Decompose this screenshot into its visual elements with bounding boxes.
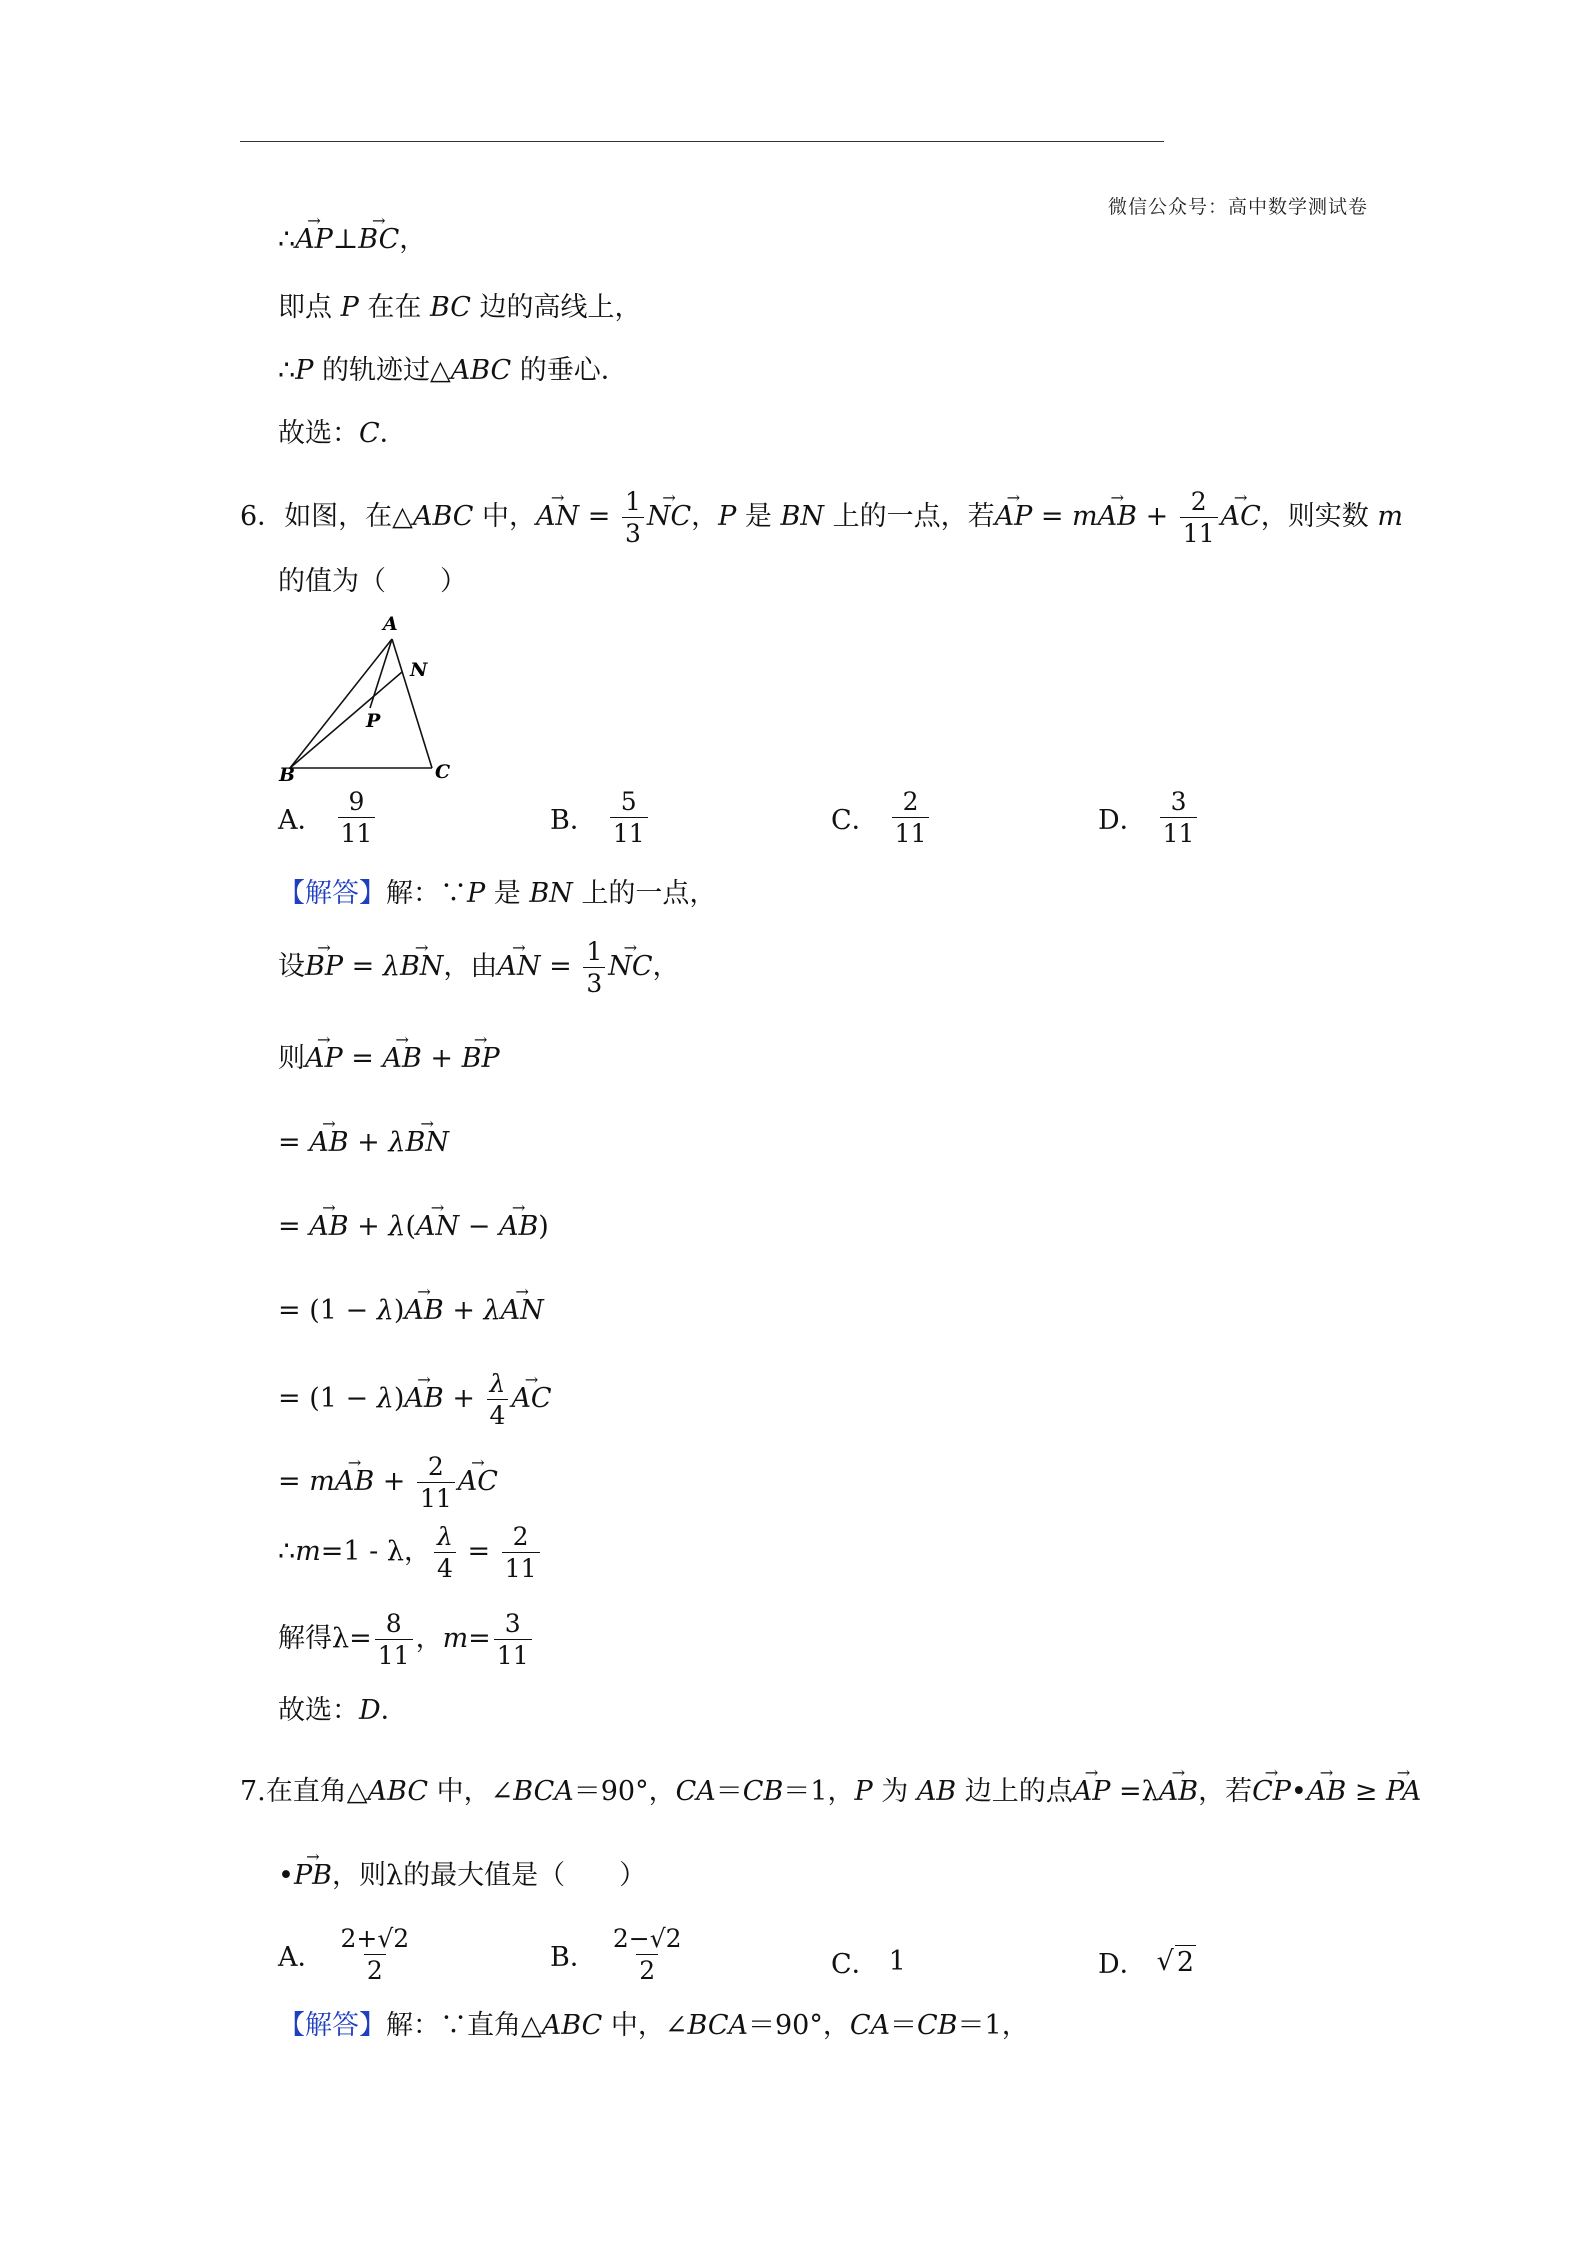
triangle-figure bbox=[270, 608, 480, 783]
header-rule bbox=[240, 141, 1164, 142]
sol7-line-1: 【解答】解：∵直角△ABC 中，∠BCA＝90°，CA＝CB＝1， bbox=[278, 2010, 1029, 2041]
q6-option-d[interactable]: D． $\frac{3}{11}$ bbox=[1098, 788, 1200, 847]
q6-fraction-2: $\frac{2}{11}$ bbox=[1180, 488, 1218, 547]
sol6-line-7: = (1 − λ)→ AB + $\frac{\lambda}{4}$ → AC bbox=[278, 1370, 552, 1429]
q6-stem: 6．如图，在△ABC 中，→ AN = $\frac{1}{3}$ → NC，P 是 BN 上的一点，若→ AP = m→ AB + $\frac{2}{11}$ → AC，则实数 m bbox=[240, 488, 1403, 547]
q7-stem: 7.在直角△ABC 中，∠BCA＝90°，CA＝CB＝1，P 为 AB 边上的点→ AP =λ→ AB，若→ CP•→ AB ≥ → PA bbox=[240, 1778, 1421, 1805]
q6-option-a[interactable]: A． $\frac{9}{11}$ bbox=[278, 788, 378, 847]
label-n: N bbox=[410, 659, 428, 681]
prev-answer: 故选：C． bbox=[278, 418, 407, 449]
q7-stem-line-2: •→ PB，则λ的最大值是（ ） bbox=[278, 1862, 646, 1889]
sol6-line-3: 则→ AP = → AB + → BP bbox=[278, 1045, 500, 1072]
prev-line-3: ∴P 的轨迹过△ABC 的垂心． bbox=[278, 355, 628, 386]
q6-option-c[interactable]: C． $\frac{2}{11}$ bbox=[831, 788, 932, 847]
q7-option-c[interactable]: C． 1 bbox=[831, 1946, 906, 1980]
prev-line-2: 即点 P 在在 BC 边的高线上， bbox=[278, 292, 642, 323]
label-p: P bbox=[366, 710, 381, 732]
sol6-line-4: = → AB + λ→ BN bbox=[278, 1129, 449, 1156]
q6-fraction-1: $\frac{1}{3}$ bbox=[622, 488, 644, 547]
sol6-line-9: ∴m=1 - λ， $\frac{\lambda}{4}$ = $\frac{2}{11}$ bbox=[278, 1523, 543, 1582]
watermark: 微信公众号：高中数学测试卷 bbox=[1108, 196, 1369, 218]
label-b: B bbox=[279, 764, 296, 783]
q7-option-b[interactable]: B． $\frac{2-√2}{2}$ bbox=[550, 1924, 682, 1985]
sol6-line-2: 设→ BP = λ→ BN，由→ AN = $\frac{1}{3}$ → NC， bbox=[278, 938, 680, 997]
sol6-answer: 故选：D． bbox=[278, 1695, 408, 1726]
q6-stem-line-2: 的值为（ ） bbox=[278, 566, 467, 597]
segment-bn bbox=[290, 672, 402, 768]
q7-option-a[interactable]: A． $\frac{2+√2}{2}$ bbox=[278, 1924, 410, 1985]
sol6-line-8: = m→ AB + $\frac{2}{11}$ → AC bbox=[278, 1453, 498, 1512]
q7-option-d[interactable]: D． √ 2 bbox=[1098, 1946, 1195, 1980]
sol6-line-5: = → AB + λ(→ AN − → AB) bbox=[278, 1213, 549, 1240]
label-a: A bbox=[383, 613, 398, 635]
edge-ab bbox=[290, 639, 392, 768]
q6-option-b[interactable]: B． $\frac{5}{11}$ bbox=[550, 788, 651, 847]
sol6-line-6: = (1 − λ)→ AB + λ→ AN bbox=[278, 1297, 544, 1324]
prev-line-1: ∴→ AP⊥→ BC， bbox=[278, 226, 426, 253]
label-c: C bbox=[435, 761, 451, 783]
sol6-line-10: 解得λ= $\frac{8}{11}$ ，m= $\frac{3}{11}$ bbox=[278, 1610, 535, 1669]
sol6-line-1: 【解答】解：∵P 是 BN 上的一点， bbox=[278, 878, 717, 909]
segment-ap bbox=[370, 639, 392, 708]
